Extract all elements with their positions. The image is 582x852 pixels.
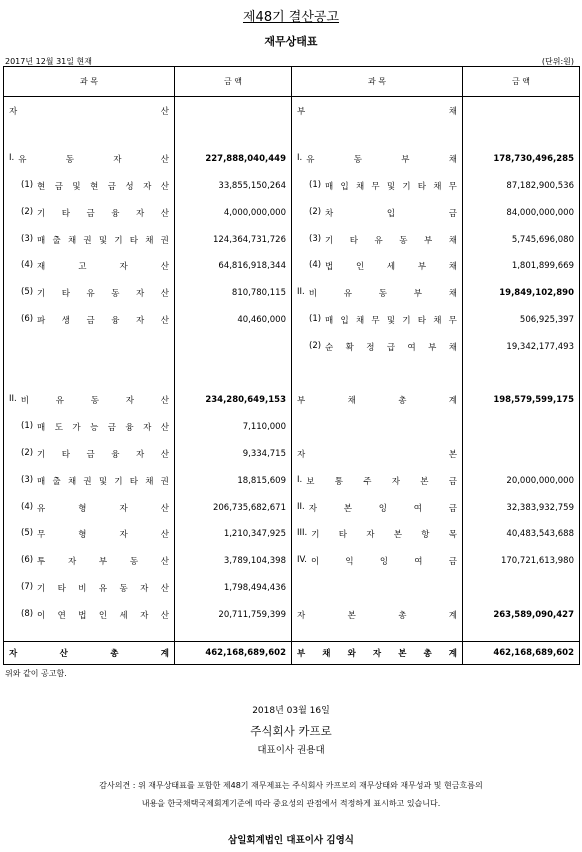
left-item-text: 매 도 가 능 금 융 자 산 <box>37 423 169 434</box>
left-item-text: 유 동 자 산 <box>18 155 169 166</box>
table-row <box>4 333 580 360</box>
right-item-cell <box>292 226 463 253</box>
left-item-label <box>9 647 169 659</box>
right-item-cell <box>292 253 463 280</box>
right-item-text: 법 인 세 부 채 <box>325 262 457 273</box>
spacer-cell <box>4 360 175 387</box>
right-amount-cell <box>463 414 580 441</box>
right-amount-cell <box>463 575 580 602</box>
left-item-prefix: (5) <box>21 528 34 539</box>
left-item-prefix: (2) <box>21 448 34 459</box>
right-item-cell <box>292 146 463 173</box>
left-item-text: 재 고 자 산 <box>37 262 169 273</box>
left-amount-cell <box>175 333 292 360</box>
right-item-label <box>297 180 457 192</box>
right-item-prefix: II. <box>297 501 305 512</box>
left-item-label <box>9 475 169 487</box>
table-row <box>4 253 580 280</box>
spacer-cell <box>292 360 463 387</box>
left-item-cell <box>4 494 175 521</box>
left-item-cell <box>4 414 175 441</box>
table-row <box>4 125 580 146</box>
table-row <box>4 601 580 628</box>
right-item-cell <box>292 387 463 414</box>
right-item-label <box>297 448 457 460</box>
right-amount-cell: 506,925,397 <box>463 307 580 334</box>
right-item-text: 순 확 정 급 여 부 채 <box>325 342 457 353</box>
left-amount-cell: 7,110,000 <box>175 414 292 441</box>
left-item-cell <box>4 441 175 468</box>
left-amount-cell: 18,815,609 <box>175 467 292 494</box>
right-item-cell <box>292 601 463 628</box>
left-amount-cell: 64,816,918,344 <box>175 253 292 280</box>
left-item-cell <box>4 642 175 665</box>
left-item-prefix: (6) <box>21 314 34 325</box>
table-row <box>4 441 580 468</box>
spacer-cell <box>463 360 580 387</box>
right-amount-cell: 5,745,696,080 <box>463 226 580 253</box>
right-item-text: 기 타 자 본 항 목 <box>311 530 457 541</box>
left-item-text: 무 형 자 산 <box>37 530 169 541</box>
left-item-prefix: (2) <box>21 206 34 217</box>
left-amount-cell: 206,735,682,671 <box>175 494 292 521</box>
right-item-label <box>297 502 457 514</box>
right-item-text: 매 입 채 무 및 기 타 채 무 <box>325 182 457 193</box>
left-item-label <box>9 528 169 540</box>
audit-opinion-line-2: 내용을 한국채택국제회계기준에 따라 중요성의 관점에서 적정하게 표시하고 있습니다. <box>141 799 441 808</box>
left-item-prefix: (4) <box>21 260 34 271</box>
right-item-text: 부 채 <box>297 107 457 118</box>
right-amount-cell <box>463 441 580 468</box>
right-item-prefix: (1) <box>309 180 322 191</box>
left-item-label <box>9 314 169 326</box>
table-row <box>4 467 580 494</box>
right-item-cell <box>292 521 463 548</box>
right-item-text: 부 채 총 계 <box>297 396 457 407</box>
left-amount-cell: 3,789,104,398 <box>175 548 292 575</box>
left-item-cell <box>4 467 175 494</box>
right-item-prefix: I. <box>297 474 303 485</box>
spacer-cell <box>175 125 292 146</box>
right-item-cell <box>292 575 463 602</box>
left-item-prefix: (7) <box>21 582 34 592</box>
right-item-prefix: (3) <box>309 233 322 244</box>
left-amount-cell: 20,711,759,399 <box>175 601 292 628</box>
right-amount-cell: 20,000,000,000 <box>463 467 580 494</box>
left-amount-cell: 33,855,150,264 <box>175 173 292 200</box>
left-item-cell <box>4 253 175 280</box>
right-item-label <box>297 105 457 117</box>
spacer-cell <box>4 628 175 641</box>
left-item-label <box>9 609 169 621</box>
statement-date: 2018년 03월 16일 <box>252 706 330 716</box>
table-header-row <box>4 67 580 97</box>
left-item-label <box>9 234 169 246</box>
spacer-cell <box>463 125 580 146</box>
right-item-cell <box>292 307 463 334</box>
balance-sheet-body <box>4 67 580 665</box>
right-item-label <box>297 555 457 567</box>
right-item-cell <box>292 548 463 575</box>
left-item-label <box>9 394 169 406</box>
right-amount-cell: 84,000,000,000 <box>463 199 580 226</box>
left-item-text: 기 타 비 유 동 자 산 <box>37 584 169 594</box>
announcement-note: 위와 같이 공고함. <box>5 669 67 678</box>
left-item-cell <box>4 96 175 125</box>
right-item-label <box>297 475 457 487</box>
left-item-label <box>9 287 169 299</box>
right-item-label <box>297 609 457 621</box>
table-row <box>4 414 580 441</box>
right-item-label <box>297 528 457 540</box>
header-item-right: 과 목 <box>292 67 463 97</box>
table-row <box>4 96 580 125</box>
left-item-prefix: (3) <box>21 474 34 485</box>
left-item-cell <box>4 575 175 602</box>
balance-sheet-table <box>3 66 580 665</box>
left-item-label <box>9 421 169 433</box>
right-item-cell <box>292 642 463 665</box>
right-amount-cell: 19,342,177,493 <box>463 333 580 360</box>
spacer-cell <box>175 628 292 641</box>
left-item-text: 이 연 법 인 세 자 산 <box>37 610 169 621</box>
ceo-name: 대표이사 권용대 <box>257 745 325 756</box>
right-amount-cell: 19,849,102,890 <box>463 280 580 307</box>
table-row <box>4 173 580 200</box>
auditor-name: 삼일회계법인 대표이사 김영식 <box>228 835 354 846</box>
spacer-cell <box>463 628 580 641</box>
right-item-text: 이 익 잉 여 금 <box>310 557 457 568</box>
table-row <box>4 521 580 548</box>
right-item-text: 자 본 <box>297 450 457 461</box>
left-item-cell <box>4 226 175 253</box>
left-amount-cell <box>175 96 292 125</box>
spacer-cell <box>292 628 463 641</box>
left-item-cell <box>4 280 175 307</box>
table-row <box>4 494 580 521</box>
table-row <box>4 307 580 334</box>
right-item-cell <box>292 280 463 307</box>
right-item-text: 비 유 동 부 채 <box>308 289 457 300</box>
left-item-text: 유 형 자 산 <box>37 503 169 514</box>
right-amount-cell <box>463 96 580 125</box>
right-item-prefix: IV. <box>297 555 307 566</box>
right-amount-cell: 32,383,932,759 <box>463 494 580 521</box>
right-item-cell <box>292 96 463 125</box>
right-item-label <box>297 314 457 326</box>
right-item-prefix: II. <box>297 287 305 298</box>
left-item-cell <box>4 601 175 628</box>
page-title: 제48기 결산공고 <box>242 10 340 25</box>
right-item-cell <box>292 199 463 226</box>
right-item-prefix: (2) <box>309 340 322 351</box>
right-item-text: 기 타 유 동 부 채 <box>325 235 457 246</box>
table-row <box>4 226 580 253</box>
header-amount-left: 금 액 <box>175 67 292 97</box>
right-amount-cell: 170,721,613,980 <box>463 548 580 575</box>
right-item-text: 보 통 주 자 본 금 <box>306 476 457 487</box>
right-item-text: 부 채 와 자 본 총 계 <box>297 649 457 660</box>
right-item-label <box>297 287 457 299</box>
left-item-label <box>9 180 169 192</box>
spacer-cell <box>4 125 175 146</box>
left-item-prefix: (3) <box>21 233 34 244</box>
right-item-prefix: I. <box>297 153 303 164</box>
company-name: 주식회사 카프로 <box>250 724 332 738</box>
table-row <box>4 360 580 387</box>
right-item-label <box>297 394 457 406</box>
right-item-cell <box>292 467 463 494</box>
table-row <box>4 548 580 575</box>
right-item-cell <box>292 333 463 360</box>
right-amount-cell: 40,483,543,688 <box>463 521 580 548</box>
left-item-prefix: I. <box>9 153 15 164</box>
left-item-label <box>9 502 169 514</box>
left-amount-cell: 40,460,000 <box>175 307 292 334</box>
left-item-label <box>9 207 169 219</box>
left-item-cell <box>4 521 175 548</box>
right-item-label <box>297 341 457 353</box>
left-item-cell <box>4 548 175 575</box>
right-item-cell <box>292 441 463 468</box>
left-item-prefix: (8) <box>21 608 34 619</box>
right-item-label <box>297 207 457 219</box>
left-item-prefix: (6) <box>21 555 34 566</box>
right-amount-cell: 263,589,090,427 <box>463 601 580 628</box>
spacer-cell <box>175 360 292 387</box>
left-amount-cell: 462,168,689,602 <box>175 642 292 665</box>
right-amount-cell: 198,579,599,175 <box>463 387 580 414</box>
left-item-prefix: (4) <box>21 501 34 512</box>
right-item-label <box>297 234 457 246</box>
right-item-label <box>297 647 457 659</box>
left-item-prefix: (1) <box>21 180 34 191</box>
right-amount-cell: 462,168,689,602 <box>463 642 580 665</box>
right-item-text: 유 동 부 채 <box>306 155 457 166</box>
table-row <box>4 575 580 602</box>
right-item-prefix: (2) <box>309 206 322 217</box>
right-item-label <box>297 153 457 165</box>
header-item-left: 과 목 <box>4 67 175 97</box>
left-amount-cell: 9,334,715 <box>175 441 292 468</box>
table-row <box>4 146 580 173</box>
header-amount-right: 금 액 <box>463 67 580 97</box>
spacer-cell <box>292 125 463 146</box>
left-amount-cell: 124,364,731,726 <box>175 226 292 253</box>
right-item-cell <box>292 173 463 200</box>
right-amount-cell: 178,730,496,285 <box>463 146 580 173</box>
left-item-cell <box>4 307 175 334</box>
left-item-label <box>9 105 169 117</box>
left-item-text: 기 타 금 융 자 산 <box>37 450 169 461</box>
left-item-text: 기 타 유 동 자 산 <box>37 289 169 300</box>
left-amount-cell: 4,000,000,000 <box>175 199 292 226</box>
left-item-text: 자 산 <box>9 107 169 118</box>
unit-label: (단위:원) <box>541 57 574 66</box>
left-item-prefix: II. <box>9 394 17 405</box>
left-item-cell <box>4 173 175 200</box>
left-item-prefix: (1) <box>21 421 34 432</box>
right-item-prefix: (1) <box>309 314 322 325</box>
left-item-text: 자 산 총 계 <box>9 649 169 660</box>
left-item-text: 투 자 부 동 산 <box>37 557 169 568</box>
left-amount-cell: 1,210,347,925 <box>175 521 292 548</box>
left-item-cell <box>4 146 175 173</box>
left-item-text: 파 생 금 융 자 산 <box>37 316 169 327</box>
right-item-cell <box>292 414 463 441</box>
right-item-label <box>297 260 457 272</box>
as-of-date: 2017년 12월 31일 현재 <box>5 57 92 66</box>
total-row <box>4 642 580 665</box>
right-amount-cell: 87,182,900,536 <box>463 173 580 200</box>
left-item-label <box>9 555 169 567</box>
right-item-text: 차 입 금 <box>325 208 457 219</box>
left-item-text: 비 유 동 자 산 <box>20 396 169 407</box>
audit-opinion-line-1: 감사의견 : 위 재무상태표를 포함한 제48기 재무제표는 주식회사 카프로의 재무상태와 재무성과 및 현금흐름의 <box>99 781 483 790</box>
right-item-text: 자 본 총 계 <box>297 610 457 621</box>
left-item-cell <box>4 199 175 226</box>
right-amount-cell: 1,801,899,669 <box>463 253 580 280</box>
left-item-label <box>9 448 169 460</box>
right-item-text: 자 본 잉 여 금 <box>308 503 457 514</box>
table-row <box>4 628 580 641</box>
statement-title: 재무상태표 <box>264 35 318 48</box>
left-amount-cell: 1,798,494,436 <box>175 575 292 602</box>
right-item-prefix: (4) <box>309 260 322 271</box>
table-row <box>4 387 580 414</box>
left-item-prefix: (5) <box>21 287 34 298</box>
left-item-text: 현 금 및 현 금 성 자 산 <box>37 182 169 193</box>
left-amount-cell: 227,888,040,449 <box>175 146 292 173</box>
left-amount-cell: 234,280,649,153 <box>175 387 292 414</box>
left-amount-cell: 810,780,115 <box>175 280 292 307</box>
left-item-text: 매 출 채 권 및 기 타 채 권 <box>37 235 169 246</box>
left-item-label <box>9 582 169 594</box>
right-item-text: 매 입 채 무 및 기 타 채 무 <box>325 316 457 327</box>
left-item-label <box>9 153 169 165</box>
left-item-text: 매 출 채 권 및 기 타 채 권 <box>37 476 169 487</box>
right-item-cell <box>292 494 463 521</box>
right-item-prefix: III. <box>297 528 308 539</box>
table-row <box>4 280 580 307</box>
left-item-label <box>9 260 169 272</box>
left-item-text: 기 타 금 융 자 산 <box>37 208 169 219</box>
left-item-cell <box>4 333 175 360</box>
table-row <box>4 199 580 226</box>
left-item-cell <box>4 387 175 414</box>
